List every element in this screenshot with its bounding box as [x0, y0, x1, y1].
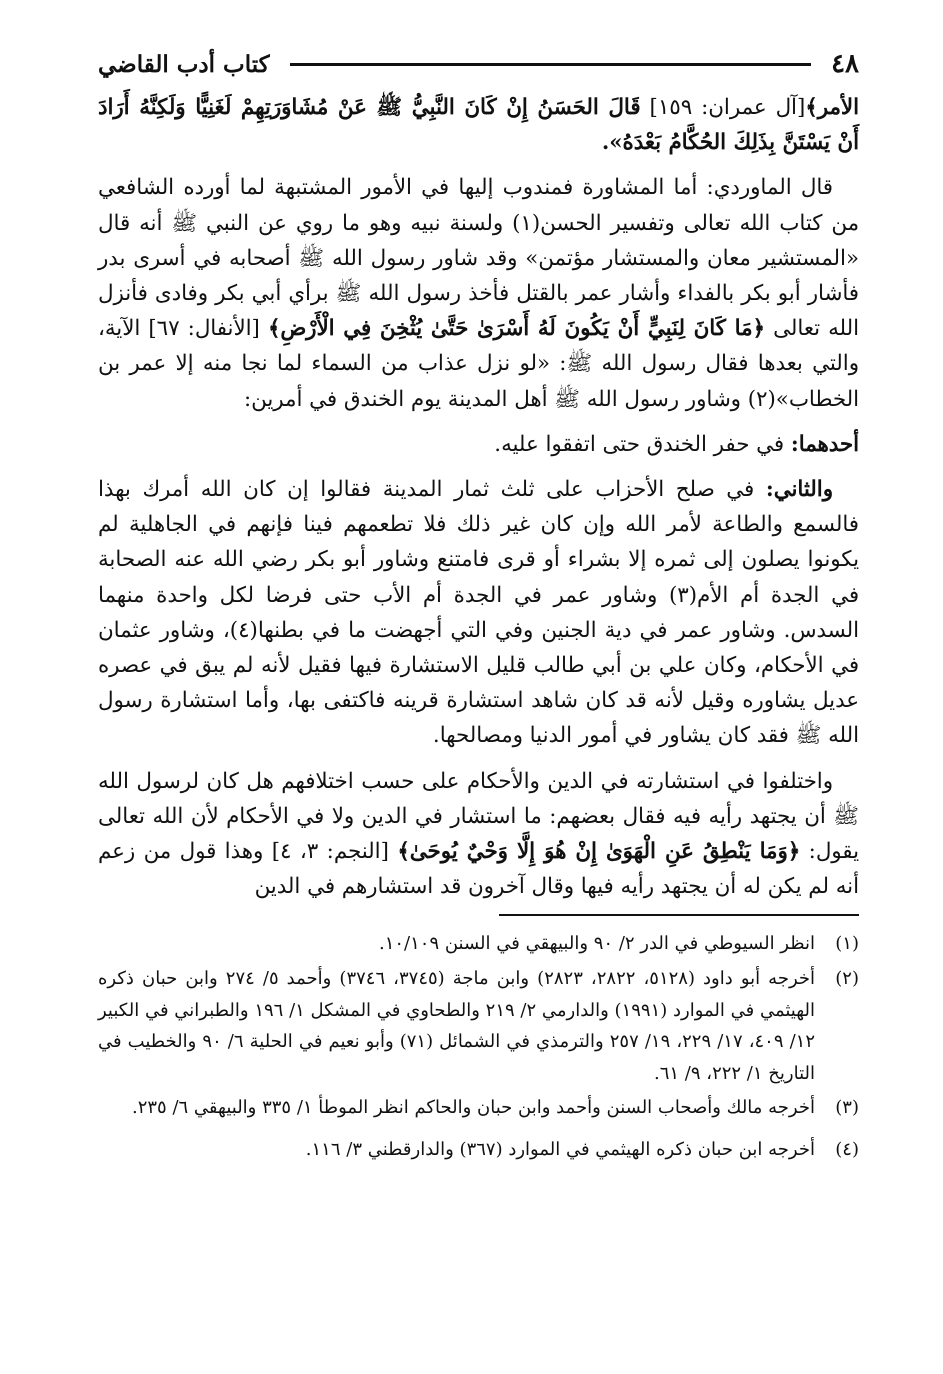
paragraph-4-label: والثاني: — [765, 477, 833, 503]
footnote-text: أخرجه مالك وأصحاب السنن وأحمد وابن حبان والحاكم انظر الموطأ ١/ ٣٣٥ والبيهقي ٦/ ٢٣٥. — [131, 1097, 815, 1119]
footnote-separator — [499, 914, 859, 916]
footnote-2 — [98, 963, 859, 1089]
paragraph-2 — [98, 170, 859, 416]
footnote-text: أخرجه ابن حبان ذكره الهيثمي في الموارد (٣٦٧) والدارقطني ٣/ ١١٦. — [305, 1139, 815, 1161]
footnote-text: أخرجه أبو داود (٥١٢٨، ٢٨٢٢، ٢٨٢٣) وابن ماجة (٣٧٤٥، ٣٧٤٦) وأحمد ٥/ ٢٧٤ وابن حبان ذكره الهيثمي في الموارد (١٩٩١) والدارمي ٢/ ٢١٩ والطحاوي في المشكل ١/ ١٩٦ والطبراني في الكبير ١٢/ ٤٠٩، ١٧/ ٢٢٩، ١٩/ ٢٥٧ والترمذي في الشمائل (٧١) وأبو نعيم في الحلية ٦/ ٩٠ والخطيب في التاريخ ١/ ٢٢٢، ٩/ ٦١. — [98, 968, 816, 1084]
footnotes — [98, 928, 859, 1165]
paragraph-4 — [98, 472, 859, 754]
footnote-number: (٤) — [835, 1139, 859, 1161]
footnote-1 — [98, 928, 859, 960]
footnote-4 — [98, 1134, 859, 1166]
paragraph-5-text-a: واختلفوا في استشارته في الدين والأحكام على حسب اختلافهم هل كان لرسول الله ﷺ أن يجتهد رأيه فيه فقال بعضهم: ما استشار في الدين ولا في الأحكام لأن الله تعالى يقول: — [98, 768, 860, 865]
main-text — [98, 90, 859, 904]
hasan-quote: قَالَ الحَسَنُ إِنْ كَانَ النَّبِيُّ ﷺ عَنْ مُشَاوَرَتِهِمْ لَغَنِيًّا وَلَكِنَّهُ أَرَادَ أَنْ يَسْتَنَّ بِذَلِكَ الحُكَّامُ بَعْدَهُ». — [98, 95, 859, 156]
paragraph-1 — [98, 90, 859, 160]
footnote-number: (٣) — [835, 1097, 859, 1119]
paragraph-5 — [98, 764, 859, 905]
running-title: كتاب أدب القاضي — [98, 50, 270, 78]
paragraph-3-text: في حفر الخندق حتى اتفقوا عليه. — [494, 431, 791, 457]
quran-verse-najm: ﴿وَمَا يَنْطِقُ عَنِ الْهَوَىٰ إِنْ هُوَ إِلَّا وَحْيٌ يُوحَىٰ﴾ — [397, 839, 801, 865]
page-header — [98, 44, 859, 84]
header-rule — [290, 63, 811, 66]
paragraph-3 — [98, 427, 859, 462]
paragraph-5-text-b: [النجم: ٣، ٤] وهذا قول من زعم أنه لم يكن له أن يجتهد رأيه فيها وقال آخرون قد استشارهم في الدين — [98, 839, 859, 900]
footnote-number: (٢) — [835, 968, 859, 990]
verse-reference: [آل عمران: ١٥٩] — [640, 95, 806, 120]
paragraph-2-text-a: قال الماوردي: أما المشاورة فمندوب إليها في الأمور المشتبهة لما أورده الشافعي من كتاب الله تعالى وتفسير الحسن(١) ولسنة نبيه وهو ما روي عن النبي ﷺ أنه قال «المستشير معان والمستشار مؤتمن» وقد شاور رسول الله ﷺ أصحابه في أسرى بدر فأشار أبو بكر بالفداء وأشار عمر بالقتل فأخذ رسول الله ﷺ برأي أبي بكر وفادى فأنزل الله تعالى — [98, 175, 860, 342]
footnote-text: انظر السيوطي في الدر ٢/ ٩٠ والبيهقي في السنن ١٠/١٠٩. — [378, 933, 815, 955]
paragraph-3-label: أحدهما: — [790, 431, 859, 457]
paragraph-2-text-b: [الأنفال: ٦٧] الآية، والتي بعدها فقال رسول الله ﷺ: «لو نزل عذاب من السماء لما نجا منه إلا عمر بن الخطاب»(٢) وشاور رسول الله ﷺ أهل المدينة يوم الخندق في أمرين: — [98, 316, 859, 412]
footnote-3 — [98, 1092, 859, 1124]
page-number: ٤٨ — [831, 49, 859, 79]
quran-fragment: الأمر﴾ — [805, 95, 859, 120]
paragraph-4-text: في صلح الأحزاب على ثلث ثمار المدينة فقالوا إن كان الله أمرك بهذا فالسمع والطاعة لأمر الله وإن كان غير ذلك فلا تطعمهم فينا فإنهم في الجاهلية لم يكونوا يصلون إلى ثمره إلا بشراء أو قرى فامتنع وشاور أبو بكر رضي الله عنه الصحابة في الجدة أم الأم(٣) وشاور عمر في الجدة أم الأب حتى فرضا لكل واحدة منهما السدس. وشاور عمر في دية الجنين وفي التي أجهضت ما في بطنها(٤)، وشاور عثمان في الأحكام، وكان علي بن أبي طالب قليل الاستشارة فيها فقيل لأنه لم يبق في عصره عديل يشاوره وقيل لأنه قد كان شاهد استشارة قرينه فاكتفى بها، وأما استشارة رسول الله ﷺ فقد كان يشاور في أمور الدنيا ومصالحها. — [98, 477, 859, 749]
quran-verse-anfal: ﴿مَا كَانَ لِنَبِيٍّ أَنْ يَكُونَ لَهُ أَسْرَىٰ حَتَّىٰ يُثْخِنَ فِي الْأَرْضِ﴾ — [267, 316, 766, 342]
footnote-number: (١) — [835, 933, 859, 955]
